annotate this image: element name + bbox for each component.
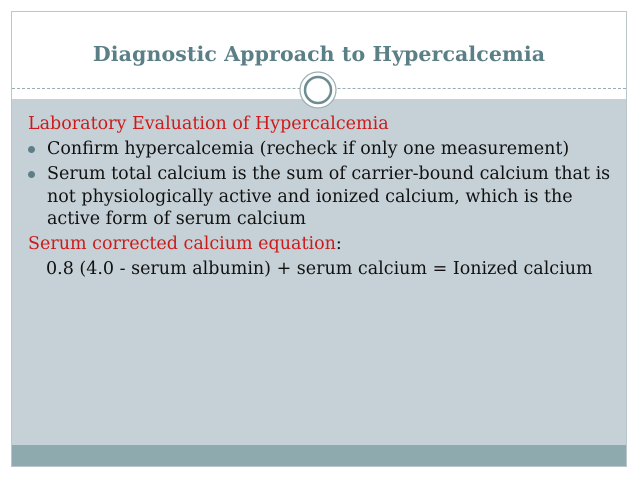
equation-heading: Serum corrected calcium equation: [28, 234, 336, 254]
slide-frame: [11, 11, 627, 467]
bullet-text: Serum total calcium is the sum of carrier-bound calcium that is not physiologically active and ionized calcium, which is the active form of serum calcium: [47, 164, 611, 229]
slide-title: Diagnostic Approach to Hypercalcemia: [92, 42, 546, 66]
section-subtitle: Laboratory Evaluation of Hypercalcemia: [28, 114, 389, 134]
equation-heading-suffix: :: [335, 234, 342, 254]
bullet-text: Confirm hypercalcemia (recheck if only one measurement): [47, 139, 570, 159]
equation-text: 0.8 (4.0 - serum albumin) + serum calcium = Ionized calcium: [46, 259, 593, 279]
